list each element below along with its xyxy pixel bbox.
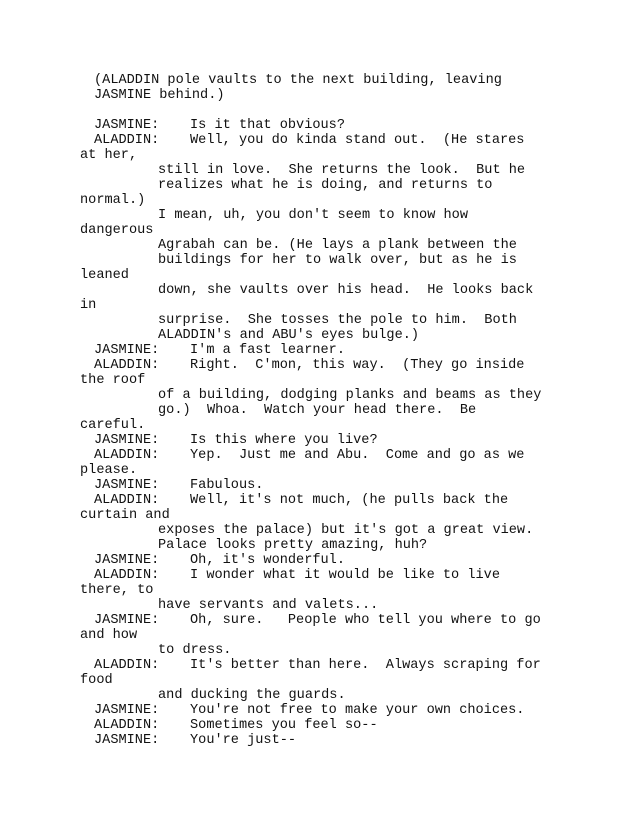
continuation-line [94, 328, 541, 343]
speaker-name: ALADDIN: [94, 448, 160, 463]
script-body [80, 73, 542, 748]
dialogue-text: You're just-- [190, 733, 297, 748]
dialogue-text: Well, it's not much, (he pulls back the [190, 493, 509, 508]
continuation-line [94, 253, 541, 268]
continuation-line [94, 538, 541, 553]
speaker-name: JASMINE: [94, 478, 160, 493]
wrapped-line [80, 298, 541, 313]
continuation-text: Agrabah can be. (He lays a plank between the [158, 238, 517, 253]
continuation-line [94, 283, 541, 298]
wrapped-line [80, 463, 541, 478]
wrapped-text: leaned [80, 268, 129, 283]
dialogue-text: Is it that obvious? [190, 118, 345, 133]
dialogue-text: Right. C'mon, this way. (They go inside [190, 358, 525, 373]
dialogue-line [94, 553, 541, 568]
action-text: (ALADDIN pole vaults to the next building, leaving [94, 73, 502, 88]
continuation-text: Palace looks pretty amazing, huh? [158, 538, 428, 553]
continuation-line [94, 238, 541, 253]
continuation-text: down, she vaults over his head. He looks back [158, 283, 534, 298]
blank-line [94, 103, 541, 118]
wrapped-text: and how [80, 628, 138, 643]
speaker-name: JASMINE: [94, 433, 160, 448]
continuation-text: and ducking the guards. [158, 688, 346, 703]
speaker-name: JASMINE: [94, 553, 160, 568]
dialogue-line [94, 478, 541, 493]
continuation-text: have servants and valets... [158, 598, 379, 613]
dialogue-text: Oh, sure. People who tell you where to go [190, 613, 541, 628]
dialogue-line [94, 433, 541, 448]
continuation-text: to dress. [158, 643, 232, 658]
dialogue-line [94, 718, 541, 733]
speaker-name: ALADDIN: [94, 133, 160, 148]
action-text: JASMINE behind.) [94, 88, 225, 103]
continuation-line [94, 598, 541, 613]
continuation-text: realizes what he is doing, and returns to [158, 178, 493, 193]
continuation-text: go.) Whoa. Watch your head there. Be [158, 403, 477, 418]
speaker-name: ALADDIN: [94, 658, 160, 673]
wrapped-line [80, 193, 541, 208]
dialogue-line [94, 733, 541, 748]
dialogue-line [94, 343, 541, 358]
speaker-name: ALADDIN: [94, 493, 160, 508]
dialogue-text: Sometimes you feel so-- [190, 718, 378, 733]
dialogue-text: You're not free to make your own choices. [190, 703, 525, 718]
wrapped-text: please. [80, 463, 138, 478]
continuation-line [94, 688, 541, 703]
continuation-line [94, 403, 541, 418]
dialogue-text: It's better than here. Always scraping for [190, 658, 541, 673]
action-line [94, 73, 541, 88]
wrapped-text: careful. [80, 418, 146, 433]
dialogue-text: Well, you do kinda stand out. (He stares [190, 133, 525, 148]
continuation-line [94, 523, 541, 538]
wrapped-text: the roof [80, 373, 146, 388]
dialogue-line [94, 703, 541, 718]
continuation-line [94, 388, 541, 403]
speaker-name: JASMINE: [94, 343, 160, 358]
speaker-name: JASMINE: [94, 733, 160, 748]
wrapped-text: normal.) [80, 193, 146, 208]
wrapped-line [80, 148, 541, 163]
speaker-name: JASMINE: [94, 703, 160, 718]
continuation-text: exposes the palace) but it's got a great view. [158, 523, 534, 538]
continuation-line [94, 163, 541, 178]
wrapped-line [80, 268, 541, 283]
dialogue-text: Yep. Just me and Abu. Come and go as we [190, 448, 525, 463]
dialogue-text: Fabulous. [190, 478, 264, 493]
speaker-name: JASMINE: [94, 118, 160, 133]
wrapped-line [80, 373, 541, 388]
dialogue-text: I wonder what it would be like to live [190, 568, 500, 583]
wrapped-text: food [80, 673, 113, 688]
continuation-text: buildings for her to walk over, but as he is [158, 253, 517, 268]
dialogue-text: Is this where you live? [190, 433, 378, 448]
continuation-line [94, 643, 541, 658]
continuation-text: still in love. She returns the look. But he [158, 163, 526, 178]
wrapped-line [80, 508, 541, 523]
dialogue-line [94, 133, 541, 148]
dialogue-text: I'm a fast learner. [190, 343, 345, 358]
wrapped-text: there, to [80, 583, 154, 598]
continuation-text: surprise. She tosses the pole to him. Both [158, 313, 517, 328]
dialogue-text: Oh, it's wonderful. [190, 553, 345, 568]
action-line [94, 88, 541, 103]
wrapped-text: at her, [80, 148, 138, 163]
continuation-text: of a building, dodging planks and beams as they [158, 388, 542, 403]
wrapped-line [80, 223, 541, 238]
speaker-name: JASMINE: [94, 613, 160, 628]
wrapped-line [80, 628, 541, 643]
speaker-name: ALADDIN: [94, 358, 160, 373]
continuation-line [94, 178, 541, 193]
continuation-line [94, 313, 541, 328]
speaker-name: ALADDIN: [94, 568, 160, 583]
dialogue-line [94, 493, 541, 508]
continuation-text: ALADDIN's and ABU's eyes bulge.) [158, 328, 420, 343]
wrapped-line [80, 418, 541, 433]
dialogue-line [94, 358, 541, 373]
speaker-name: ALADDIN: [94, 718, 160, 733]
dialogue-line [94, 118, 541, 133]
wrapped-line [80, 673, 541, 688]
continuation-line [94, 208, 541, 223]
dialogue-line [94, 568, 541, 583]
wrapped-text: dangerous [80, 223, 154, 238]
dialogue-line [94, 448, 541, 463]
dialogue-line [94, 613, 541, 628]
wrapped-text: curtain and [80, 508, 170, 523]
continuation-text: I mean, uh, you don't seem to know how [158, 208, 468, 223]
dialogue-line [94, 658, 541, 673]
wrapped-text: in [80, 298, 97, 313]
wrapped-line [80, 583, 541, 598]
